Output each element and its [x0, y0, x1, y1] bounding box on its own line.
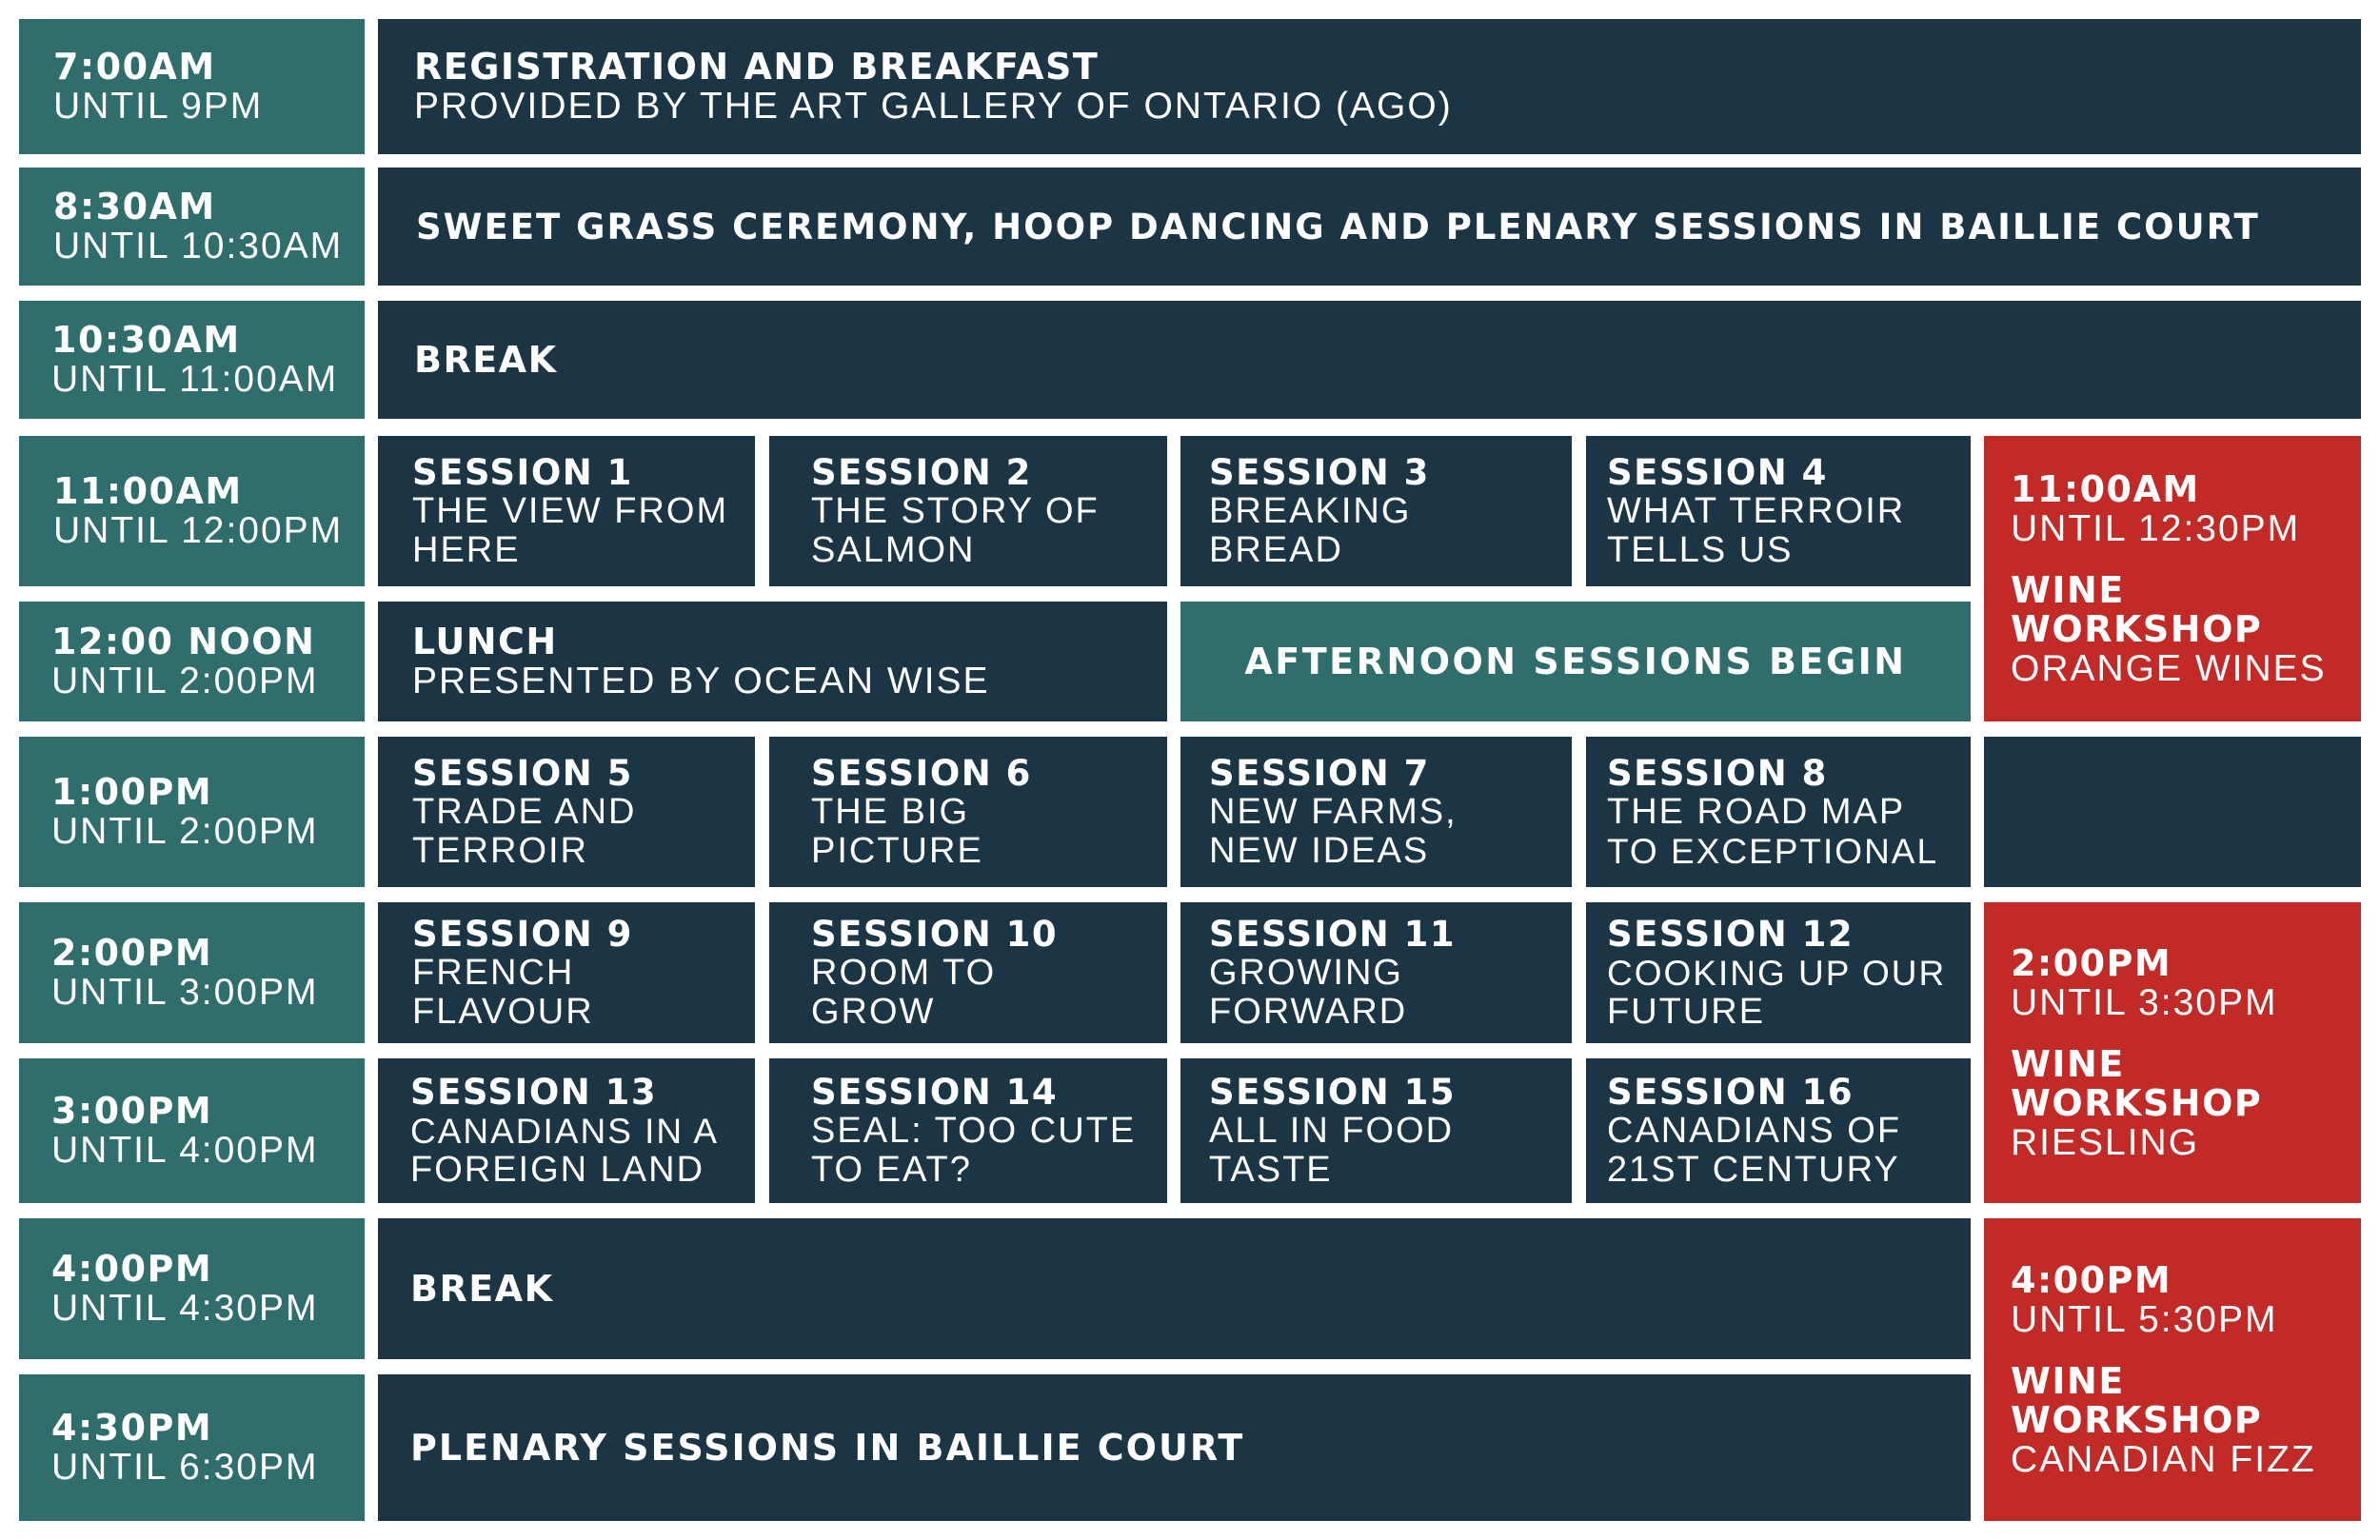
- time-until: UNTIL 3:00PM: [51, 972, 319, 1013]
- session-line: NEW FARMS,: [1209, 791, 1458, 832]
- session-line: GROW: [811, 991, 936, 1032]
- workshop-title: WORKSHOP: [2011, 1081, 2263, 1124]
- time-until: UNTIL 11:00AM: [51, 359, 339, 400]
- time-start: 8:30AM: [53, 186, 216, 227]
- workshop-until: UNTIL 3:30PM: [2011, 981, 2278, 1023]
- session-title: SESSION 4: [1607, 451, 1828, 493]
- time-cell-1030am: [19, 301, 365, 419]
- session-line: THE BIG: [811, 791, 970, 832]
- workshop-time: 11:00AM: [2011, 467, 2200, 510]
- session-9: [378, 902, 755, 1043]
- session-line: THE STORY OF: [811, 490, 1100, 531]
- wine-workshop-riesling: [1984, 902, 2361, 1203]
- session-line: ROOM TO: [811, 952, 997, 993]
- time-start: 11:00AM: [53, 470, 243, 512]
- workshop-until: UNTIL 12:30PM: [2011, 507, 2301, 549]
- event-subtitle: PRESENTED BY OCEAN WISE: [412, 661, 990, 701]
- time-cell-7am: [19, 19, 365, 154]
- workshop-title: WINE: [2011, 1042, 2125, 1085]
- session-title: SESSION 11: [1209, 913, 1457, 955]
- time-cell-noon: [19, 602, 365, 721]
- session-line: BREAKING: [1209, 490, 1412, 531]
- time-cell-830am: [19, 168, 365, 286]
- session-line: FLAVOUR: [412, 991, 594, 1032]
- time-cell-2pm: [19, 902, 365, 1043]
- session-line: FRENCH: [412, 952, 575, 993]
- workshop-title: WINE: [2011, 568, 2125, 611]
- event-title: BREAK: [410, 1267, 554, 1310]
- workshop-wine: CANADIAN FIZZ: [2011, 1438, 2316, 1480]
- session-line: TRADE AND: [412, 791, 637, 832]
- wine-workshop-orange-wines: [1984, 436, 2361, 721]
- session-line: PICTURE: [811, 830, 983, 871]
- event-lunch: [378, 602, 1167, 721]
- time-cell-430pm: [19, 1374, 365, 1521]
- session-15: [1180, 1058, 1572, 1203]
- session-title: SESSION 9: [412, 913, 633, 955]
- session-line: HERE: [412, 529, 521, 570]
- event-title: LUNCH: [412, 621, 558, 662]
- event-subtitle: PROVIDED BY THE ART GALLERY OF ONTARIO (AGO): [414, 86, 1453, 127]
- session-line: NEW IDEAS: [1209, 830, 1430, 871]
- session-line: TELLS US: [1607, 529, 1794, 570]
- workshop-time: 2:00PM: [2011, 941, 2172, 984]
- workshop-time: 4:00PM: [2011, 1258, 2172, 1301]
- time-cell-1pm: [19, 737, 365, 887]
- time-start: 1:00PM: [51, 771, 213, 813]
- time-until: UNTIL 2:00PM: [51, 661, 319, 701]
- session-line: TERROIR: [412, 830, 588, 871]
- event-title: BREAK: [414, 338, 558, 381]
- empty-slot: [1984, 737, 2361, 887]
- session-title: SESSION 2: [811, 451, 1032, 493]
- session-line: 21ST CENTURY: [1607, 1149, 1900, 1190]
- session-title: SESSION 12: [1607, 913, 1854, 955]
- event-title: PLENARY SESSIONS IN BAILLIE COURT: [410, 1426, 1245, 1469]
- time-until: UNTIL 4:30PM: [51, 1288, 319, 1329]
- session-title: SESSION 3: [1209, 451, 1430, 493]
- session-title: SESSION 7: [1209, 752, 1430, 794]
- session-line: FUTURE: [1607, 991, 1766, 1032]
- time-cell-3pm: [19, 1058, 365, 1203]
- event-sweet-grass-ceremony: [378, 168, 2361, 286]
- session-10: [769, 902, 1167, 1043]
- session-line: FORWARD: [1209, 991, 1408, 1032]
- session-title: SESSION 15: [1209, 1071, 1457, 1113]
- session-5: [378, 737, 755, 887]
- session-line: TO EXCEPTIONAL: [1607, 831, 1939, 871]
- time-start: 4:00PM: [51, 1248, 213, 1290]
- event-break-morning: [378, 301, 2361, 419]
- workshop-wine: RIESLING: [2011, 1121, 2200, 1163]
- session-13: [378, 1058, 755, 1203]
- event-title: SWEET GRASS CEREMONY, HOOP DANCING AND PLENARY SESSIONS IN BAILLIE COURT: [416, 206, 2260, 247]
- session-title: SESSION 1: [412, 451, 633, 493]
- session-title: SESSION 13: [410, 1071, 658, 1113]
- workshop-wine: ORANGE WINES: [2011, 647, 2327, 689]
- event-break-afternoon: [378, 1218, 1971, 1359]
- session-14: [769, 1058, 1167, 1203]
- session-title: SESSION 16: [1607, 1071, 1854, 1113]
- session-7: [1180, 737, 1572, 887]
- workshop-title: WORKSHOP: [2011, 1398, 2263, 1441]
- time-until: UNTIL 2:00PM: [51, 811, 319, 852]
- session-line: TASTE: [1209, 1149, 1333, 1190]
- time-start: 10:30AM: [51, 319, 241, 361]
- session-3: [1180, 436, 1572, 586]
- time-until: UNTIL 6:30PM: [51, 1447, 319, 1488]
- time-start: 7:00AM: [53, 46, 216, 88]
- session-line: TO EAT?: [811, 1149, 972, 1190]
- time-start: 3:00PM: [51, 1090, 213, 1132]
- session-line: CANADIANS IN A: [410, 1111, 720, 1151]
- session-line: GROWING: [1209, 952, 1403, 993]
- session-line: FOREIGN LAND: [410, 1149, 705, 1190]
- session-16: [1586, 1058, 1971, 1203]
- time-start: 4:30PM: [51, 1407, 213, 1449]
- session-1: [378, 436, 755, 586]
- workshop-until: UNTIL 5:30PM: [2011, 1298, 2278, 1340]
- session-line: THE ROAD MAP: [1607, 791, 1906, 832]
- session-line: ALL IN FOOD: [1209, 1110, 1455, 1151]
- workshop-title: WORKSHOP: [2011, 607, 2263, 650]
- session-line: WHAT TERROIR: [1607, 490, 1906, 531]
- session-11: [1180, 902, 1572, 1043]
- session-8: [1586, 737, 1971, 887]
- session-title: SESSION 8: [1607, 752, 1828, 794]
- time-start: 12:00 NOON: [51, 621, 316, 662]
- session-line: THE VIEW FROM: [412, 490, 729, 531]
- session-line: SEAL: TOO CUTE: [811, 1110, 1137, 1151]
- event-plenary-sessions: [378, 1374, 1971, 1521]
- session-line: COOKING UP OUR: [1607, 953, 1947, 993]
- session-2: [769, 436, 1167, 586]
- session-title: SESSION 14: [811, 1071, 1059, 1113]
- time-until: UNTIL 9PM: [53, 86, 264, 127]
- event-registration-breakfast: [378, 19, 2361, 154]
- afternoon-sessions-banner: [1180, 602, 1971, 721]
- time-cell-11am: [19, 436, 365, 586]
- session-6: [769, 737, 1167, 887]
- banner-text: AFTERNOON SESSIONS BEGIN: [1244, 640, 1907, 682]
- time-until: UNTIL 10:30AM: [53, 226, 344, 267]
- time-start: 2:00PM: [51, 932, 213, 974]
- time-cell-4pm: [19, 1218, 365, 1359]
- session-title: SESSION 10: [811, 913, 1059, 955]
- session-line: SALMON: [811, 529, 976, 570]
- wine-workshop-canadian-fizz: [1984, 1218, 2361, 1521]
- session-line: BREAD: [1209, 529, 1343, 570]
- session-title: SESSION 6: [811, 752, 1032, 794]
- time-until: UNTIL 4:00PM: [51, 1130, 319, 1171]
- workshop-title: WINE: [2011, 1359, 2125, 1402]
- session-title: SESSION 5: [412, 752, 633, 794]
- session-line: CANADIANS OF: [1607, 1110, 1902, 1151]
- session-4: [1586, 436, 1971, 586]
- session-12: [1586, 902, 1971, 1043]
- event-title: REGISTRATION AND BREAKFAST: [414, 46, 1100, 88]
- time-until: UNTIL 12:00PM: [53, 510, 344, 551]
